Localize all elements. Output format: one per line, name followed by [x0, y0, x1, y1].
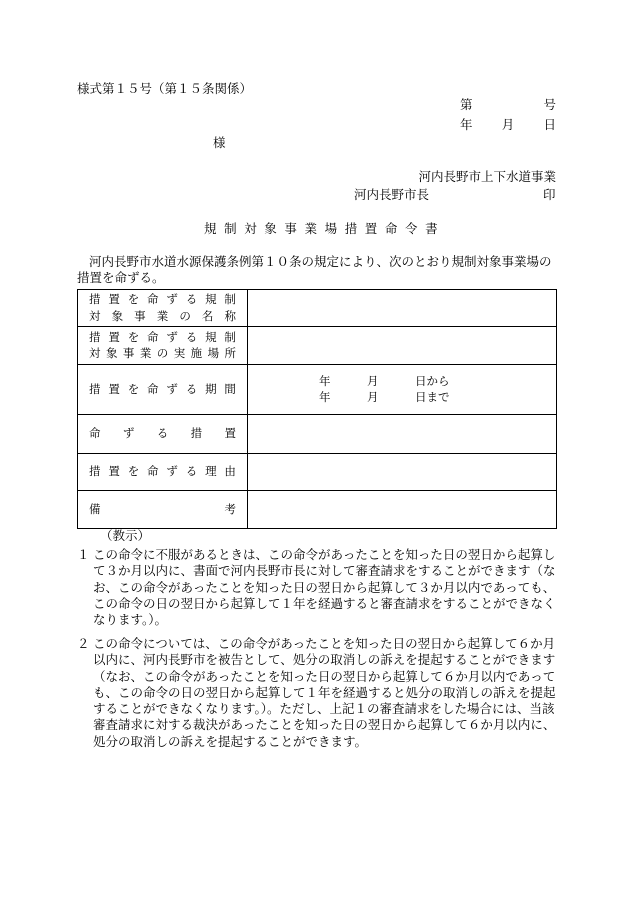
field-value-cell[interactable]: [248, 454, 557, 491]
label-char: 置: [108, 292, 120, 306]
label-char: 事: [122, 346, 135, 360]
number-prefix: 第: [460, 97, 473, 112]
label-char: を: [127, 464, 140, 479]
label-char: 置: [108, 464, 120, 479]
label-char: 命: [147, 292, 159, 306]
label-char: の: [156, 346, 169, 360]
instruction-item-2: [77, 636, 557, 750]
label-char: 対: [89, 308, 101, 323]
field-value-cell[interactable]: [248, 327, 557, 365]
row-location: [78, 327, 557, 365]
label-char: 対: [89, 346, 101, 360]
label-char: る: [185, 329, 198, 344]
document-number-line: [460, 99, 556, 112]
period-unit: 日まで: [415, 390, 450, 404]
label-char: 置: [108, 329, 120, 344]
order-details-table: [77, 289, 557, 529]
field-label-line: [89, 294, 236, 306]
recipient-suffix: 様: [213, 135, 226, 150]
field-value-cell[interactable]: [248, 491, 557, 529]
row-period: [78, 365, 557, 415]
number-suffix: 号: [543, 97, 556, 112]
label-char: ず: [166, 329, 178, 344]
field-label-line: [89, 428, 236, 440]
date-month: 月: [501, 117, 515, 132]
form-number: 様式第１５号（第１５条関係）: [77, 81, 253, 96]
label-char: ず: [166, 381, 178, 396]
label-char: る: [185, 292, 198, 306]
instruction-number: ２: [77, 636, 90, 651]
seal-mark: 印: [543, 187, 556, 202]
period-unit: 年: [319, 390, 331, 404]
field-label-cell: [78, 415, 248, 454]
label-char: 称: [224, 308, 236, 323]
label-char: の: [179, 308, 191, 323]
label-char: 制: [224, 292, 236, 306]
label-char: 制: [224, 329, 236, 344]
label-char: を: [127, 292, 140, 306]
row-measures: [78, 415, 557, 454]
row-target-name: [78, 290, 557, 327]
label-char: る: [156, 426, 169, 441]
field-label-cell: [78, 365, 248, 415]
label-char: 所: [224, 346, 236, 360]
label-char: 置: [224, 426, 236, 441]
label-char: 間: [224, 381, 236, 396]
label-char: 理: [205, 464, 217, 479]
label-char: ず: [122, 426, 135, 441]
instruction-item-1: [77, 547, 557, 628]
row-reason: [78, 454, 557, 491]
issuer-department: 河内長野市上下水道事業: [418, 169, 556, 184]
label-char: 名: [201, 308, 214, 323]
instructions-heading: （教示）: [100, 528, 151, 543]
field-label-cell: [78, 290, 248, 327]
instruction-number: １: [77, 547, 90, 562]
label-char: 考: [224, 501, 236, 516]
label-char: 措: [89, 464, 101, 479]
label-char: ず: [166, 464, 178, 479]
label-char: 命: [147, 329, 159, 344]
field-label-line: [89, 348, 236, 360]
period-unit: 日から: [415, 373, 450, 388]
label-char: 規: [205, 292, 217, 306]
field-value-cell[interactable]: [248, 365, 557, 415]
field-label-cell: [78, 454, 248, 491]
label-char: ず: [166, 292, 178, 306]
label-char: 施: [190, 346, 203, 360]
label-char: 措: [190, 426, 203, 441]
label-char: 実: [173, 346, 186, 360]
period-unit: 月: [367, 390, 379, 404]
label-char: 命: [147, 464, 159, 479]
label-char: る: [185, 381, 198, 396]
instruction-text: この命令については、この命令があったことを知った日の翌日から起算して６か月以内に、河内長野市を被告として、処分の取消しの訴えを提起することができます（なお、この命令があったことを知った日の翌日から起算して６か月以内であっても、この命令の日の翌日から起算して１年を経過すると処分の取消しの訴えを提起することができなくなります。）。ただし、上記１の審査請求をした場合には、当該審査請求に対する裁決があったことを知った日の翌日から起算して６か月以内に、処分の取消しの訴えを提起することができます。: [93, 636, 556, 749]
label-char: 象: [111, 308, 124, 323]
period-from: [319, 373, 556, 388]
field-label-line: [89, 466, 236, 478]
field-value-cell[interactable]: [248, 290, 557, 327]
field-label-cell: [78, 491, 248, 529]
field-label-line: [89, 501, 236, 516]
field-label-line: [89, 329, 236, 344]
period-values: [248, 373, 556, 404]
label-char: 業: [156, 308, 169, 323]
field-label-line: [89, 308, 236, 323]
field-label-cell: [78, 327, 248, 365]
issue-date-line: [460, 119, 556, 132]
label-char: 場: [207, 346, 220, 360]
label-char: 由: [224, 464, 236, 479]
instruction-text: この命令に不服があるときは、この命令があったことを知った日の翌日から起算して３か月以内に、書面で河内長野市長に対して審査請求をすることができます（なお、この命令があったことを知った日の翌日から起算して３か月以内であっても、この命令の日の翌日から起算して１年を経過すると審査請求をすることができなくなります。）。: [93, 547, 556, 628]
label-char: を: [127, 329, 140, 344]
document-title: 規制対象事業場措置命令書: [204, 221, 446, 236]
date-day: 日: [543, 117, 556, 132]
label-char: る: [185, 464, 198, 479]
label-char: 象: [105, 346, 118, 360]
period-unit: 年: [319, 373, 331, 388]
row-remarks: [78, 491, 557, 529]
label-char: 備: [89, 501, 101, 516]
label-char: 命: [89, 426, 101, 441]
period-to: [319, 392, 556, 404]
field-value-cell[interactable]: [248, 415, 557, 454]
label-char: 業: [139, 346, 152, 360]
field-label-line: [89, 381, 236, 396]
label-char: 命: [147, 381, 159, 396]
label-char: 期: [205, 381, 217, 396]
label-char: 措: [89, 381, 101, 396]
date-year: 年: [460, 117, 473, 132]
label-char: 措: [89, 292, 101, 306]
intro-paragraph: 河内長野市水道水源保護条例第１０条の規定により、次のとおり規制対象事業場の措置を命ずる。: [77, 254, 552, 285]
label-char: 措: [89, 329, 101, 344]
issuer-mayor: 河内長野市長: [354, 187, 430, 202]
label-char: 置: [108, 381, 120, 396]
period-unit: 月: [367, 373, 379, 388]
label-char: 規: [205, 329, 217, 344]
label-char: 事: [134, 308, 146, 323]
label-char: を: [127, 381, 140, 396]
